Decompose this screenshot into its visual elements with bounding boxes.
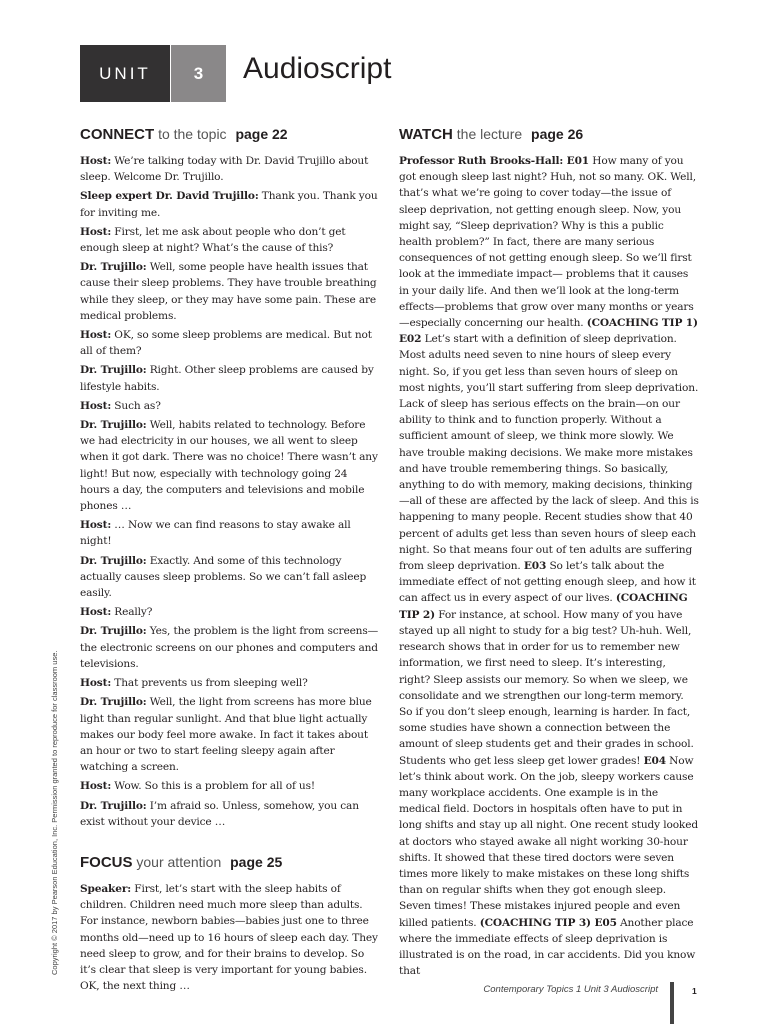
transcript-line: [80, 188, 380, 220]
speaker-text: Really?: [111, 606, 153, 619]
right-column: [399, 124, 699, 982]
transcript-line: [80, 517, 380, 549]
speaker-name: Dr. Trujillo:: [80, 799, 147, 812]
speaker-text: First, let me ask about people who don’t get enough sleep at night? What’s the cause of this?: [80, 225, 346, 255]
connect-heading-subtitle: to the topic: [158, 126, 227, 142]
transcript-line: [80, 604, 380, 620]
speaker-text: Wow. So this is a problem for all of us!: [111, 780, 316, 793]
speaker-name: Dr. Trujillo:: [80, 554, 147, 567]
transcript-line: [80, 327, 380, 359]
speaker-name: Sleep expert Dr. David Trujillo:: [80, 190, 259, 203]
speaker-text: Thank you. Thank you for inviting me.: [80, 190, 378, 219]
speaker-name: Dr. Trujillo:: [80, 625, 147, 638]
transcript-line: [80, 675, 380, 691]
lecture-text: For instance, at school. How many of you have stayed up all night to study for a big test? Uh-huh. Well, research shows that in order for us to remember new information, we first need to sleep. It’s interesting, right? Sleep assists our memory. So when we sleep, we consolidate and we strengthen our long-term memory. So if you don’t sleep enough, learning is harder. In fact, some studies have shown a connection between the amount of sleep students get and their grades in school. Students who get less sleep get lower grades!: [399, 608, 694, 767]
speaker-name: Host:: [80, 329, 112, 342]
speaker-text: We’re talking today with Dr. David Trujillo about sleep. Welcome Dr. Trujillo.: [80, 155, 369, 184]
footer-text: Contemporary Topics 1 Unit 3 Audioscript: [483, 984, 658, 995]
speaker-name: Host:: [80, 225, 112, 238]
cue-marker: (COACHING TIP 2): [399, 592, 688, 621]
speaker-name: Host:: [80, 155, 112, 167]
lecture-text: How many of you got enough sleep last night? Huh, not so many. OK. Well, that’s what we’re going to cover today—the issue of sleep deprivation, not getting enough sleep. Now, you might say, “Sleep deprivation? Why is this a public health problem?” In fact, there are many serious consequences of not getting enough sleep. So we’ll first look at the immediate impact— problems that it causes in your daily life. And then we’ll look at the long-term effects—problems that grow over many months or years—especially concerning our health.: [399, 155, 696, 330]
speaker-text: That prevents us from sleeping well?: [111, 677, 308, 690]
transcript-line: [80, 623, 380, 672]
cue-marker: Professor Ruth Brooks-Hall: E01: [399, 155, 590, 167]
transcript-line: [80, 798, 380, 830]
speaker-name: Host:: [80, 519, 112, 532]
copyright-notice: Copyright © 2017 by Pearson Education, Inc. Permission granted to reproduce for classroom use.: [50, 650, 59, 975]
page-number: 1: [692, 986, 697, 996]
focus-heading-page: page 25: [230, 853, 283, 870]
transcript-line: [80, 153, 380, 185]
transcript-line: [80, 259, 380, 324]
transcript-line: [80, 398, 380, 414]
focus-heading-subtitle: your attention: [136, 853, 222, 870]
lecture-text: Another place where the immediate effects of sleep deprivation is illustrated is on the road, in car accidents. Did you know that: [399, 916, 696, 978]
lecture-text: So let’s talk about the immediate effect of not getting enough sleep, and how it can affect us in every aspect of our lives.: [399, 560, 696, 605]
lecture-text: Let’s start with a definition of sleep deprivation. Most adults need seven to nine hours of sleep every night. So, if you get less than seven hours of sleep on most nights, you’ll start suffering from sleep deprivation. Lack of sleep has serious effects on the brain—on our ability to think and to function properly. Without a sufficient amount of sleep, we think more slowly. We have trouble making decisions. We make more mistakes and have trouble remembering things. So basically, anything to do with memory, making decisions, thinking—all of these are affected by the lack of sleep. And this is happening to many people. Recent studies show that 40 percent of adults get less than seven hours of sleep each night. So that means four out of ten adults are suffering from sleep deprivation.: [399, 333, 699, 573]
transcript-line: [80, 417, 380, 514]
connect-transcript: [80, 153, 380, 830]
watch-heading-subtitle: the lecture: [456, 126, 523, 142]
transcript-line: [80, 553, 380, 602]
speaker-name: Dr. Trujillo:: [80, 696, 147, 709]
transcript-line: [80, 224, 380, 256]
speaker-name: Host:: [80, 780, 112, 793]
left-column: [80, 124, 380, 997]
cue-marker: (COACHING TIP 3) E05: [479, 916, 617, 929]
cue-marker: E04: [643, 754, 666, 767]
watch-transcript: [399, 153, 699, 979]
speaker-text: Exactly. And some of this technology actually causes sleep problems. So we can’t fall asleep easily.: [80, 554, 367, 600]
speaker-text: Well, habits related to technology. Before we had electricity in our houses, we all went to sleep when it got dark. There was no choice! There wasn’t any light! But now, especially with technology going 24 hours a day, the computers and televisions and mobile phones …: [80, 419, 378, 513]
focus-heading-word: FOCUS: [80, 853, 133, 871]
connect-heading-word: CONNECT: [80, 126, 155, 143]
connect-heading: [80, 124, 380, 145]
speaker-text: Well, some people have health issues that cause their sleep problems. They have trouble breathing while they sleep, or they may have some pain. These are medical problems.: [80, 261, 377, 322]
speaker-name: Dr. Trujillo:: [80, 261, 147, 274]
watch-heading: [399, 124, 699, 145]
speaker-text: Such as?: [111, 399, 161, 412]
speaker-name: Speaker:: [80, 882, 132, 895]
transcript-line: [80, 778, 380, 794]
speaker-text: Yes, the problem is the light from screens—the electronic screens on our phones and computers and televisions.: [80, 625, 379, 670]
speaker-text: OK, so some sleep problems are medical. But not all of them?: [80, 329, 372, 358]
speaker-text: First, let’s start with the sleep habits of children. Children need much more sleep than adults. For instance, newborn babies—babies just one to three months old—need up to 16 hours of sleep each day. They need sleep to grow, and for their brains to develop. So it’s clear that sleep is very important for young babies. OK, the next thing …: [80, 882, 378, 993]
page-title: Audioscript: [243, 52, 392, 85]
focus-heading: [80, 852, 380, 873]
transcript-line: [80, 694, 380, 775]
speaker-name: Dr. Trujillo:: [80, 364, 147, 377]
watch-heading-page: page 26: [531, 126, 584, 142]
focus-transcript: [80, 881, 380, 994]
speaker-text: … Now we can find reasons to stay awake all night!: [80, 519, 351, 548]
connect-heading-page: page 22: [235, 126, 288, 142]
speaker-name: Host:: [80, 677, 112, 690]
speaker-name: Host:: [80, 606, 112, 619]
unit-number: 3: [171, 45, 226, 102]
speaker-text: Right. Other sleep problems are caused by lifestyle habits.: [80, 364, 374, 393]
speaker-text: Well, the light from screens has more blue light than regular sunlight. And that blue light actually makes our body feel more awake. In fact it takes about an hour or two to start feeling sleepy again after watching a screen.: [80, 696, 372, 774]
speaker-name: Host:: [80, 399, 112, 412]
watch-heading-word: WATCH: [399, 126, 453, 143]
transcript-line: [80, 362, 380, 394]
speaker-name: Dr. Trujillo:: [80, 419, 147, 432]
transcript-line: [80, 881, 380, 994]
unit-label: UNIT: [80, 45, 170, 102]
footer-divider: [670, 982, 674, 1024]
lecture-text: Now let’s think about work. On the job, sleepy workers cause many workplace accidents. One example is in the medical field. Doctors in hospitals often have to put in long shifts and stay up all night. One recent study looked at doctors who stayed awake all night working 30-hour shifts. It showed that these tired doctors were seven times more likely to make mistakes on these long shifts than on regular shifts when they got enough sleep. Seven times! These mistakes injured people and even killed patients.: [399, 754, 698, 929]
cue-marker: (COACHING TIP 1) E02: [399, 317, 698, 346]
speaker-text: I’m afraid so. Unless, somehow, you can exist without your device …: [80, 799, 359, 828]
cue-marker: E03: [523, 560, 547, 573]
